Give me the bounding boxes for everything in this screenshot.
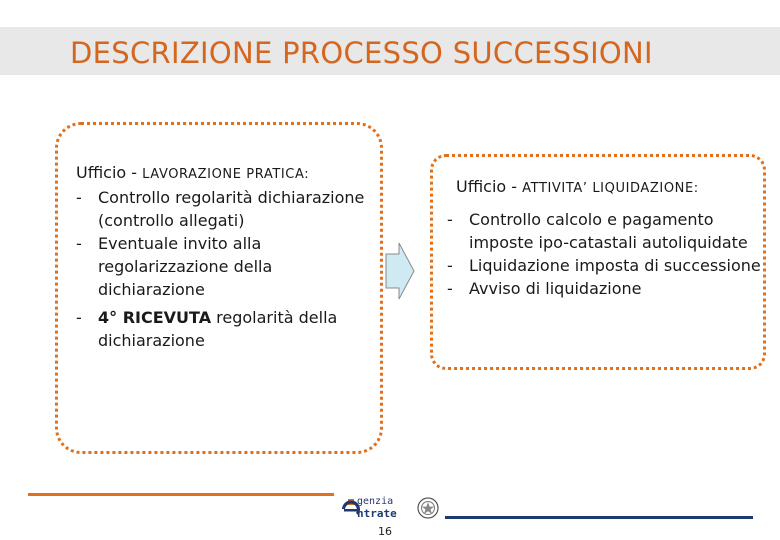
- bullet-text: Liquidazione imposta di successione: [469, 256, 761, 275]
- box-heading: [76, 163, 309, 182]
- bullet-list: [447, 208, 762, 300]
- page-number: 16: [378, 525, 392, 538]
- footer-orange-line: [28, 493, 334, 496]
- bullet-dash: -: [447, 256, 453, 275]
- bullet-text: Controllo calcolo e pagamento imposte ipo-catastali autoliquidate: [469, 210, 748, 252]
- logo-line-2: ntrate: [357, 507, 397, 520]
- bullet-dash: -: [76, 308, 82, 327]
- activity-label: ATTIVITA’ LIQUIDAZIONE:: [522, 181, 699, 196]
- bullet-text: Avviso di liquidazione: [469, 279, 642, 298]
- bullet-text: Eventuale invito alla regolarizzazione della dichiarazione: [98, 234, 273, 299]
- bullet-text: regolarità della dichiarazione: [98, 308, 338, 350]
- footer-navy-line: [445, 516, 753, 519]
- list-item: [447, 208, 762, 254]
- bullet-dash: -: [447, 210, 453, 229]
- list-item: [447, 277, 762, 300]
- bullet-bold-text: 4° RICEVUTA: [98, 308, 212, 327]
- attivita-liquidazione-box: [430, 154, 766, 370]
- emblem-icon: [417, 496, 439, 520]
- lavorazione-pratica-box: [55, 122, 383, 454]
- list-item: [76, 186, 376, 232]
- bullet-list: [76, 186, 376, 352]
- box-heading: [456, 177, 699, 196]
- right-arrow-icon: [385, 242, 415, 300]
- bullet-text: Controllo regolarità dichiarazione (controllo allegati): [98, 188, 365, 230]
- list-item: [76, 306, 376, 352]
- slide-title: DESCRIZIONE PROCESSO SUCCESSIONI: [70, 36, 653, 70]
- bullet-dash: -: [447, 279, 453, 298]
- bullet-dash: -: [76, 234, 82, 253]
- activity-label: LAVORAZIONE PRATICA:: [142, 167, 310, 182]
- list-item: [447, 254, 762, 277]
- office-label: Ufficio -: [76, 163, 143, 182]
- list-item: [76, 232, 376, 301]
- office-label: Ufficio -: [456, 177, 523, 196]
- bullet-dash: -: [76, 188, 82, 207]
- logo-line-1: genzia: [357, 496, 394, 507]
